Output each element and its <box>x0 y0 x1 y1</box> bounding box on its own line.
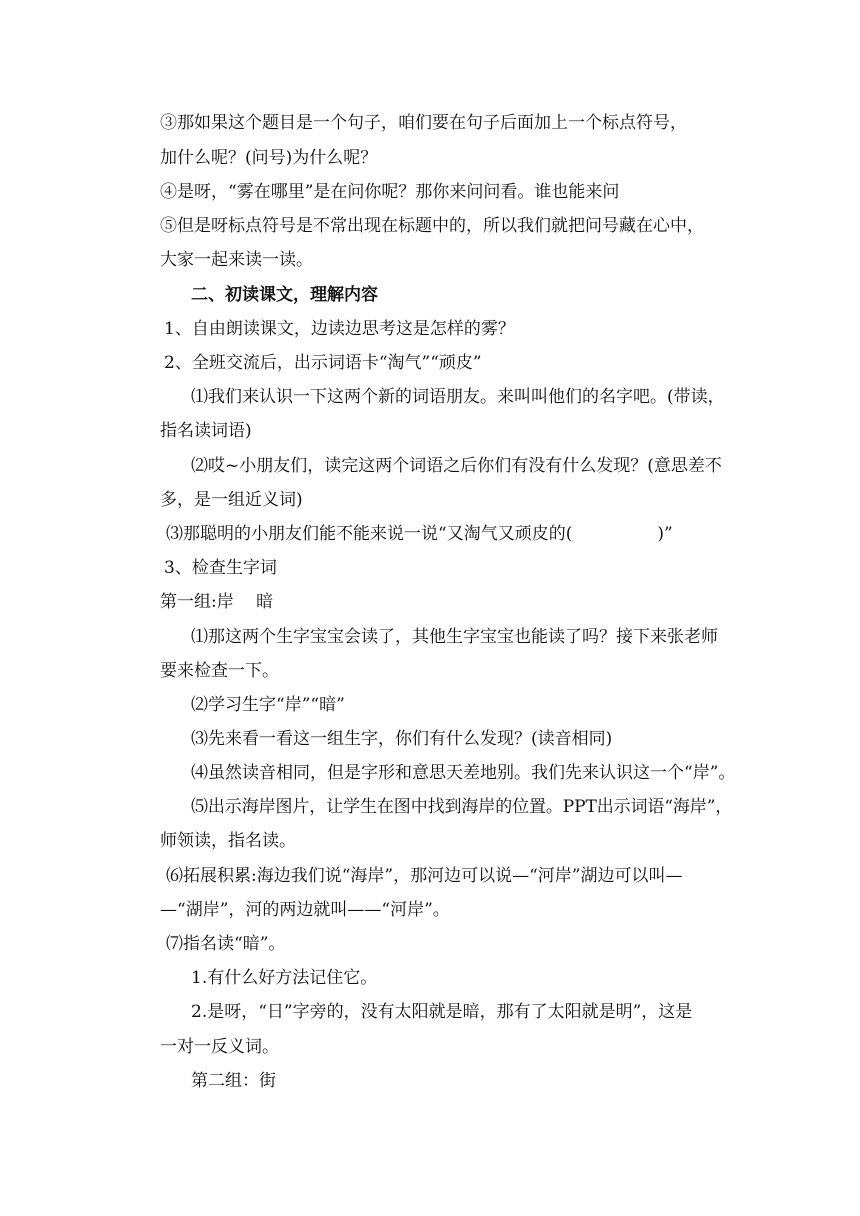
paragraph-line: ⑵哎~小朋友们，读完这两个词语之后你们有没有什么发现？(意思差不 <box>191 456 722 476</box>
paragraph-line: 大家一起来读一读。 <box>160 250 313 270</box>
list-item: 3、检查生字词 <box>164 558 277 578</box>
paragraph-line: ⑶那聪明的小朋友们能不能来说一说“又淘气又顽皮的( )” <box>166 524 673 544</box>
group-label: 第二组：街 <box>191 1071 276 1091</box>
paragraph-line: ⑴那这两个生字宝宝会读了，其他生字宝宝也能读了吗？接下来张老师 <box>191 627 718 647</box>
paragraph-line: 师领读，指名读。 <box>160 831 296 851</box>
paragraph-line: 1.有什么好方法记住它。 <box>191 968 378 988</box>
paragraph-line: 指名读词语) <box>160 421 252 441</box>
section-heading: 二、初读课文，理解内容 <box>191 285 378 305</box>
paragraph-line: ⑺指名读“暗”。 <box>166 934 286 954</box>
paragraph-line: 要来检查一下。 <box>160 661 279 681</box>
paragraph-line: 多，是一组近义词) <box>160 490 303 510</box>
paragraph-line: ③那如果这个题目是一个句子，咱们要在句子后面加上一个标点符号， <box>160 113 687 133</box>
list-item: 1、自由朗读课文，边读边思考这是怎样的雾？ <box>164 319 515 339</box>
paragraph-line: ⑸出示海岸图片，让学生在图中找到海岸的位置。PPT出示词语“海岸”， <box>191 797 733 817</box>
paragraph-line: ⑵学习生字“岸”“暗” <box>191 695 345 715</box>
paragraph-line: ⑷虽然读音相同，但是字形和意思天差地别。我们先来认识这一个“岸”。 <box>191 763 736 783</box>
paragraph-line: ⑤但是呀标点符号是不常出现在标题中的，所以我们就把问号藏在心中， <box>160 216 704 236</box>
paragraph-line: ⑶先来看一看这一组生字，你们有什么发现？(读音相同) <box>191 729 613 749</box>
paragraph-line: ⑹拓展积累:海边我们说“海岸”，那河边可以说—“河岸”湖边可以叫— <box>166 866 683 886</box>
group-label: 第一组:岸 暗 <box>160 592 274 612</box>
list-item: 2、全班交流后，出示词语卡“淘气”“顽皮” <box>164 353 482 373</box>
paragraph-line: 加什么呢？(问号)为什么呢？ <box>160 148 378 168</box>
paragraph-line: 2.是呀，“日”字旁的，没有太阳就是暗，那有了太阳就是明”，这是 <box>191 1002 693 1022</box>
paragraph-line: —“湖岸”，河的两边就叫——“河岸”。 <box>160 900 450 920</box>
paragraph-line: ⑴我们来认识一下这两个新的词语朋友。来叫叫他们的名字吧。(带读， <box>191 387 725 407</box>
paragraph-line: ④是呀，“雾在哪里”是在问你呢？那你来问问看。谁也能来问 <box>160 182 620 202</box>
paragraph-line: 一对一反义词。 <box>160 1037 279 1057</box>
